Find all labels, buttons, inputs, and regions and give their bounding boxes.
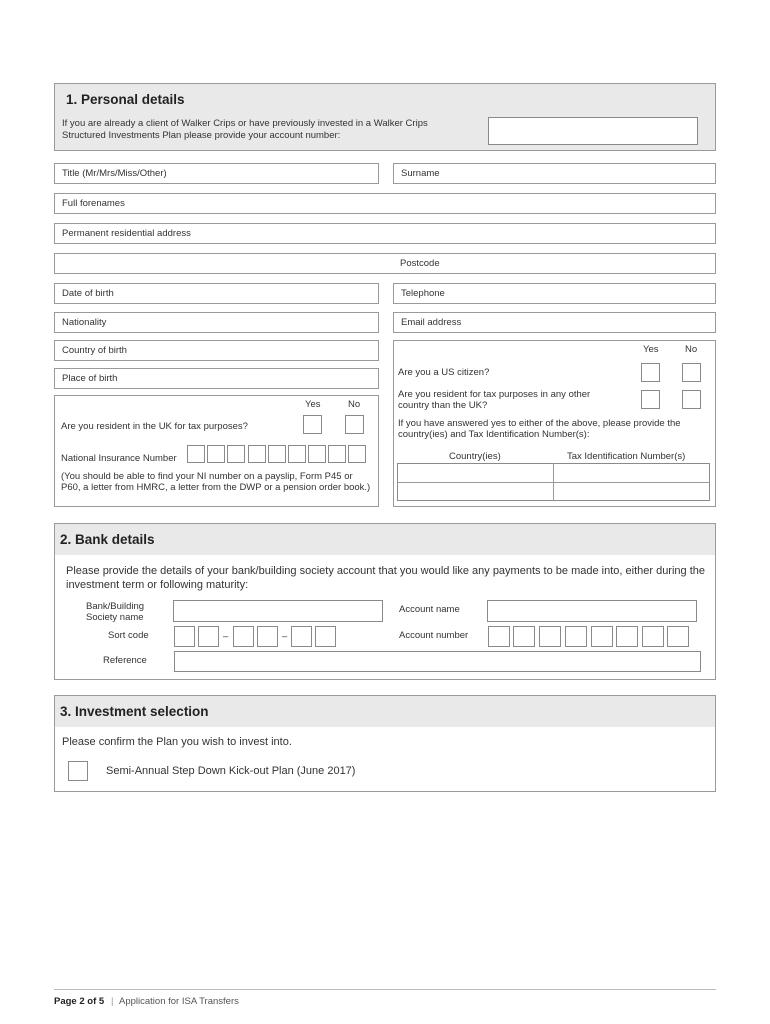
country-of-birth-field[interactable] xyxy=(54,340,379,361)
postcode-field[interactable] xyxy=(54,253,716,274)
uk-tax-no-header: No xyxy=(348,399,361,410)
email-field[interactable] xyxy=(393,312,716,333)
ni-note: (You should be able to find your NI number on a payslip, Form P45 or P60, a letter from HMRC, a letter from the DWP or a pension order book.) xyxy=(61,471,371,493)
postcode-label: Postcode xyxy=(400,258,440,269)
account-number-digit-box-7[interactable] xyxy=(642,626,664,647)
telephone-label: Telephone xyxy=(401,288,445,299)
dob-field[interactable] xyxy=(54,283,379,304)
ni-label: National Insurance Number xyxy=(61,453,177,464)
title-field[interactable] xyxy=(54,163,379,184)
uk-tax-yes-header: Yes xyxy=(305,399,321,410)
sort-code-label: Sort code xyxy=(108,630,149,641)
other-tax-no-checkbox[interactable] xyxy=(682,390,701,409)
forenames-label: Full forenames xyxy=(62,198,125,209)
account-number-digit-box-4[interactable] xyxy=(565,626,587,647)
footer-separator: | xyxy=(111,996,114,1007)
answered-yes-note: If you have answered yes to either of the above, please provide the country(ies) and Tax Identification Number(s): xyxy=(398,418,681,440)
sort-code-digit-box-3[interactable] xyxy=(233,626,254,647)
ni-char-box-4[interactable] xyxy=(248,445,266,463)
tax-yes-header: Yes xyxy=(643,344,659,355)
account-number-input[interactable] xyxy=(488,117,698,145)
ni-char-box-8[interactable] xyxy=(328,445,346,463)
other-tax-question: Are you resident for tax purposes in any other country than the UK? xyxy=(398,389,591,411)
ni-char-box-5[interactable] xyxy=(268,445,286,463)
ni-char-box-9[interactable] xyxy=(348,445,366,463)
surname-field[interactable] xyxy=(393,163,716,184)
sort-code-digit-box-4[interactable] xyxy=(257,626,278,647)
existing-client-note-line2: Structured Investments Plan please provide your account number: xyxy=(62,130,341,141)
sort-code-digit-box-2[interactable] xyxy=(198,626,219,647)
tax-country-cell-2[interactable] xyxy=(398,483,552,500)
bank-name-label-line2: Society name xyxy=(86,612,144,623)
tin-column-header: Tax Identification Number(s) xyxy=(567,451,686,462)
plan-label: Semi-Annual Step Down Kick-out Plan (June 2017) xyxy=(106,765,356,777)
tax-tin-cell-2[interactable] xyxy=(554,483,709,500)
forenames-field[interactable] xyxy=(54,193,716,214)
dob-label: Date of birth xyxy=(62,288,114,299)
ni-char-box-7[interactable] xyxy=(308,445,326,463)
other-tax-yes-checkbox[interactable] xyxy=(641,390,660,409)
address-label: Permanent residential address xyxy=(62,228,191,239)
ni-char-box-2[interactable] xyxy=(207,445,225,463)
us-citizen-yes-checkbox[interactable] xyxy=(641,363,660,382)
footer-rule xyxy=(54,989,716,990)
reference-label: Reference xyxy=(103,655,147,666)
plan-checkbox[interactable] xyxy=(68,761,88,781)
telephone-field[interactable] xyxy=(393,283,716,304)
place-of-birth-field[interactable] xyxy=(54,368,379,389)
bank-name-label-line1: Bank/Building xyxy=(86,601,145,612)
sort-code-dash-1: – xyxy=(223,631,229,642)
section-2-title: 2. Bank details xyxy=(60,532,155,547)
investment-intro: Please confirm the Plan you wish to invest into. xyxy=(62,736,292,748)
reference-input[interactable] xyxy=(174,651,701,672)
account-number-digit-box-6[interactable] xyxy=(616,626,638,647)
account-name-input[interactable] xyxy=(487,600,697,622)
tax-no-header: No xyxy=(685,344,698,355)
account-number-digit-box-5[interactable] xyxy=(591,626,613,647)
existing-client-note-line1: If you are already a client of Walker Crips or have previously invested in a Walker Crips xyxy=(62,118,428,129)
sort-code-digit-box-5[interactable] xyxy=(291,626,312,647)
tax-tin-cell-1[interactable] xyxy=(554,464,709,482)
us-citizen-question: Are you a US citizen? xyxy=(398,367,490,378)
uk-tax-no-checkbox[interactable] xyxy=(345,415,364,434)
account-number-digit-box-3[interactable] xyxy=(539,626,561,647)
section-1-title: 1. Personal details xyxy=(66,92,185,107)
account-name-label: Account name xyxy=(399,604,460,615)
country-column-header: Country(ies) xyxy=(449,451,501,462)
account-number-digit-box-8[interactable] xyxy=(667,626,689,647)
account-number-digit-box-2[interactable] xyxy=(513,626,535,647)
sort-code-digit-box-6[interactable] xyxy=(315,626,336,647)
nationality-field[interactable] xyxy=(54,312,379,333)
section-3-title: 3. Investment selection xyxy=(60,704,209,719)
nationality-label: Nationality xyxy=(62,317,107,328)
uk-tax-yes-checkbox[interactable] xyxy=(303,415,322,434)
sort-code-digit-box-1[interactable] xyxy=(174,626,195,647)
ni-char-box-3[interactable] xyxy=(227,445,245,463)
us-citizen-no-checkbox[interactable] xyxy=(682,363,701,382)
place-of-birth-label: Place of birth xyxy=(62,373,118,384)
country-of-birth-label: Country of birth xyxy=(62,345,127,356)
bank-name-input[interactable] xyxy=(173,600,383,622)
surname-label: Surname xyxy=(401,168,440,179)
account-number-digit-box-1[interactable] xyxy=(488,626,510,647)
footer-page-number: Page 2 of 5 xyxy=(54,996,105,1007)
uk-tax-question: Are you resident in the UK for tax purposes? xyxy=(61,421,248,432)
ni-char-box-1[interactable] xyxy=(187,445,205,463)
account-number-label: Account number xyxy=(399,630,469,641)
footer-document-title: Application for ISA Transfers xyxy=(119,996,239,1007)
sort-code-dash-2: – xyxy=(282,631,288,642)
email-label: Email address xyxy=(401,317,462,328)
ni-char-box-6[interactable] xyxy=(288,445,306,463)
address-field[interactable] xyxy=(54,223,716,244)
bank-details-intro: Please provide the details of your bank/building society account that you would like any payments to be made into, either during the investment term or following maturity: xyxy=(66,565,705,591)
tax-country-cell-1[interactable] xyxy=(398,464,552,482)
title-field-label: Title (Mr/Mrs/Miss/Other) xyxy=(62,168,167,179)
